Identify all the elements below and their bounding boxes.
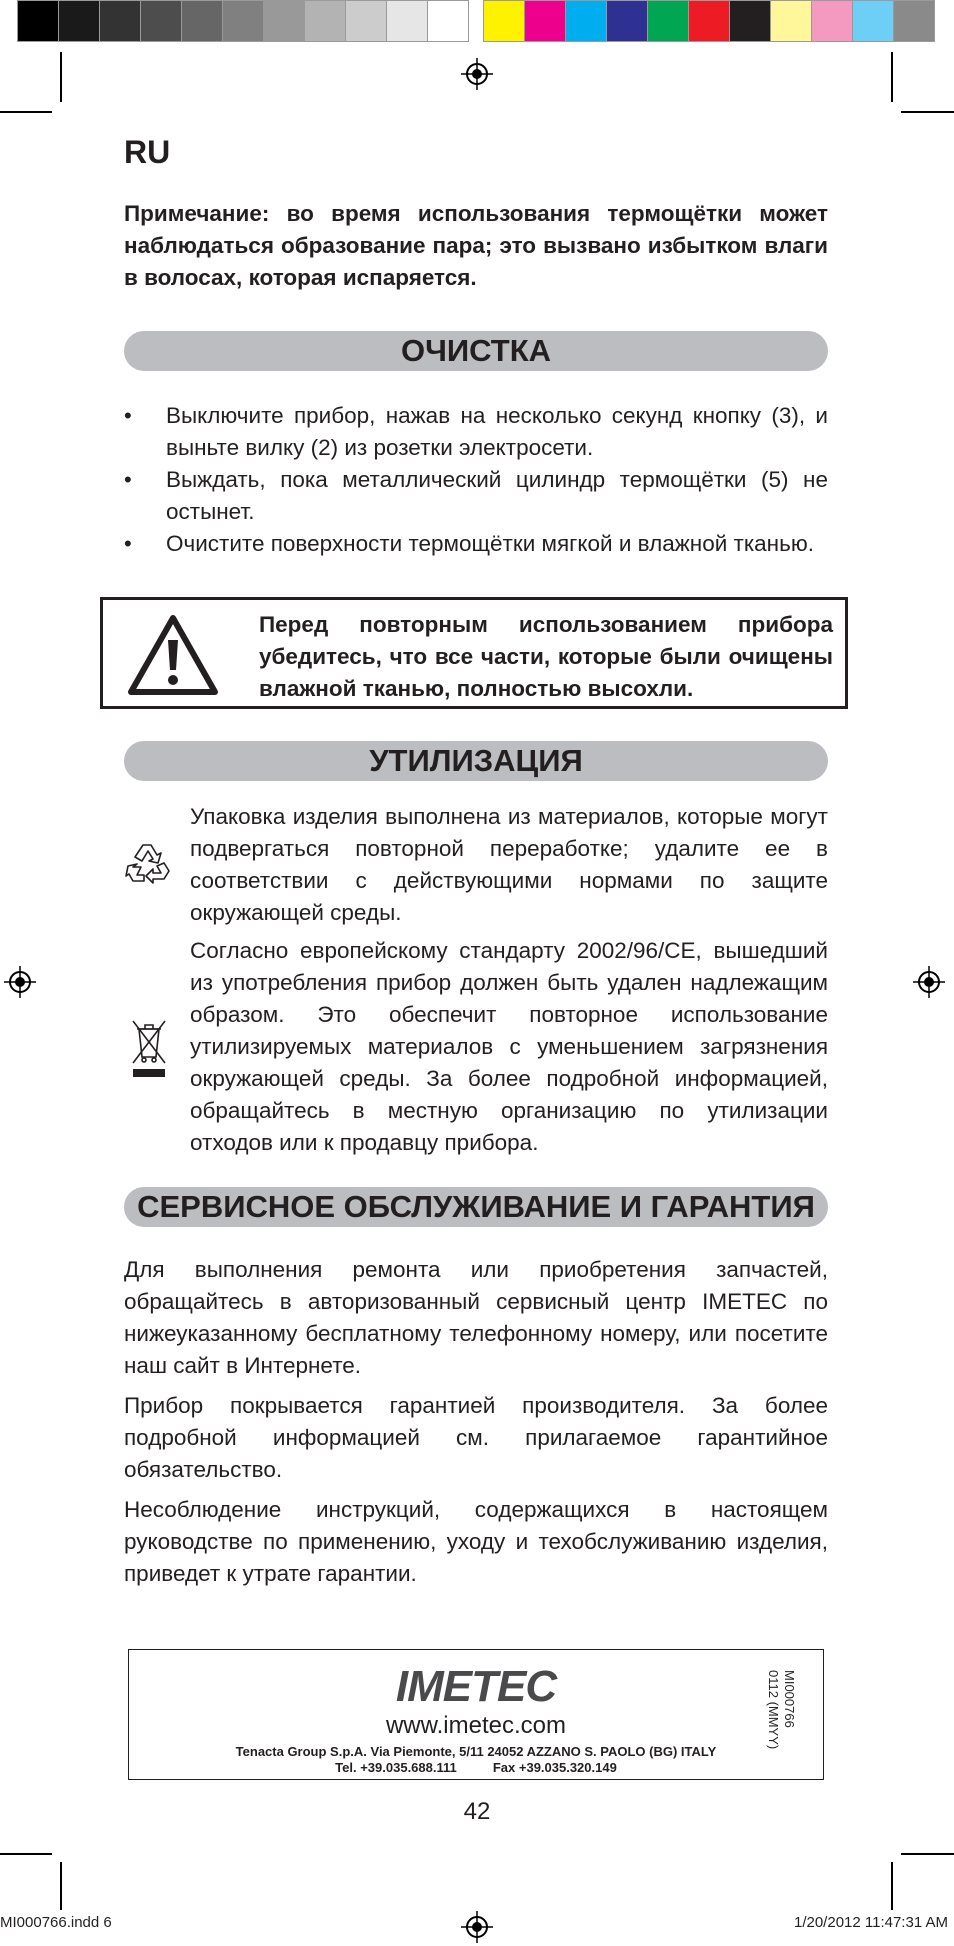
warning-box: [100, 597, 848, 709]
document-code: [766, 1670, 817, 1770]
color-swatch: [894, 0, 935, 42]
warning-triangle-icon: [125, 612, 221, 698]
service-paragraphs: [124, 1254, 828, 1590]
section-heading-service: [124, 1187, 828, 1227]
slug-filename: MI000766.indd 6: [0, 1914, 112, 1931]
color-swatch: [17, 0, 59, 42]
bullet-marker: •: [124, 467, 132, 492]
color-swatch: [483, 0, 525, 42]
color-swatch: [100, 0, 141, 42]
color-swatch: [428, 0, 469, 42]
color-swatch: [264, 0, 305, 42]
crop-mark: [891, 52, 893, 102]
document-id: MI000766: [782, 1670, 797, 1728]
color-swatch: [812, 0, 853, 42]
color-swatch: [648, 0, 689, 42]
service-paragraph: Для выполнения ремонта или приобретения запчастей, обращайтесь в авторизованный сервисный центр IMETEC по нижеуказанному бесплатному телефонному номеру, или посетите наш сайт в Интернете.: [124, 1257, 828, 1378]
color-swatch: [689, 0, 730, 42]
document-code-text: [765, 1670, 797, 1749]
crop-mark: [0, 1853, 52, 1855]
list-item: [124, 400, 828, 464]
swatch-gap: [469, 0, 483, 42]
list-item-text: Очистите поверхности термощётки мягкой и влажной тканью.: [166, 531, 814, 556]
weee-text: Согласно европейскому стандарту 2002/96/CE, вышедший из употребления прибор должен быть удален надлежащим образом. Это обеспечит повторное использование утилизируемых материалов с уменьшением загрязнения окружающей среды. За более подробной информацией, обращайтесь в местную организацию по утилизации отходов или к продавцу прибора.: [190, 938, 828, 1155]
page-number: 42: [463, 1798, 491, 1825]
address-line: Tenacta Group S.p.A. Via Piemonte, 5/11 24052 AZZANO S. PAOLO (BG) ITALY: [235, 1744, 717, 1759]
crop-mark: [901, 1853, 954, 1855]
crop-mark: [891, 1862, 893, 1910]
print-color-bar: [17, 0, 935, 42]
list-item-text: Выключите прибор, нажав на несколько секунд кнопку (3), и выньте вилку (2) из розетки электросети.: [166, 403, 828, 460]
company-footer-box: [128, 1649, 824, 1780]
recycle-icon: [124, 837, 174, 887]
color-swatch: [730, 0, 771, 42]
bullet-marker: •: [124, 403, 132, 428]
crop-mark: [0, 111, 52, 113]
color-swatch: [59, 0, 100, 42]
color-swatch: [607, 0, 648, 42]
list-item: [124, 528, 828, 560]
recycle-paragraph: [124, 801, 828, 929]
phone-fax-line: Tel. +39.035.688.111 Fax +39.035.320.149: [335, 1760, 617, 1775]
warning-text: Перед повторным использованием прибора убедитесь, что все части, которые были очищены влажной тканью, полностью высохли.: [259, 612, 833, 701]
document-date-code: 0112 (MMYY): [766, 1670, 781, 1750]
color-swatch: [141, 0, 182, 42]
crossed-bin-icon: [130, 1017, 168, 1079]
imetec-logo: IMETEC: [395, 1662, 557, 1711]
registration-mark-icon: [911, 964, 947, 1000]
list-item-text: Выждать, пока металлический цилиндр термощётки (5) не остынет.: [166, 467, 828, 524]
bullet-marker: •: [124, 531, 132, 556]
color-swatch: [771, 0, 812, 42]
language-code: RU: [124, 134, 171, 170]
crop-mark: [901, 111, 954, 113]
crop-mark: [60, 52, 62, 102]
slug-timestamp: 1/20/2012 11:47:31 AM: [793, 1914, 948, 1931]
color-swatch: [525, 0, 566, 42]
color-swatch: [387, 0, 428, 42]
recycle-text: Упаковка изделия выполнена из материалов, которые могут подвергаться повторной переработке; удалите ее в соответствии с действующими нормами по защите окружающей среды.: [190, 804, 828, 925]
website-url: www.imetec.com: [385, 1712, 567, 1739]
registration-mark-icon: [459, 1909, 495, 1945]
section-heading-label: СЕРВИСНОЕ ОБСЛУЖИВАНИЕ И ГАРАНТИЯ: [137, 1189, 815, 1224]
color-swatch: [566, 0, 607, 42]
color-swatch: [346, 0, 387, 42]
color-swatch: [305, 0, 346, 42]
section-heading-label: УТИЛИЗАЦИЯ: [369, 743, 583, 778]
list-item: [124, 464, 828, 528]
company-address: [129, 1744, 823, 1776]
section-heading-cleaning: [124, 331, 828, 371]
color-swatch: [853, 0, 894, 42]
crop-mark: [60, 1862, 62, 1910]
color-swatch: [182, 0, 223, 42]
warranty-paragraph: Прибор покрывается гарантией производителя. За более подробной информацией см. прилагаемое гарантийное обязательство.: [124, 1393, 828, 1482]
section-heading-disposal: [124, 741, 828, 781]
cleaning-bullet-list: [124, 400, 828, 560]
warranty-loss-paragraph: Несоблюдение инструкций, содержащихся в настоящем руководстве по применению, уходу и техобслуживанию изделия, приведет к утрате гарантии.: [124, 1497, 828, 1586]
registration-mark-icon: [459, 56, 495, 92]
registration-mark-icon: [2, 964, 38, 1000]
section-heading-label: ОЧИСТКА: [400, 333, 552, 368]
weee-paragraph: [124, 935, 828, 1159]
color-swatch: [223, 0, 264, 42]
steam-note: Примечание: во время использования термощётки может наблюдаться образование пара; это вызвано избытком влаги в волосах, которая испаряется.: [124, 201, 828, 290]
